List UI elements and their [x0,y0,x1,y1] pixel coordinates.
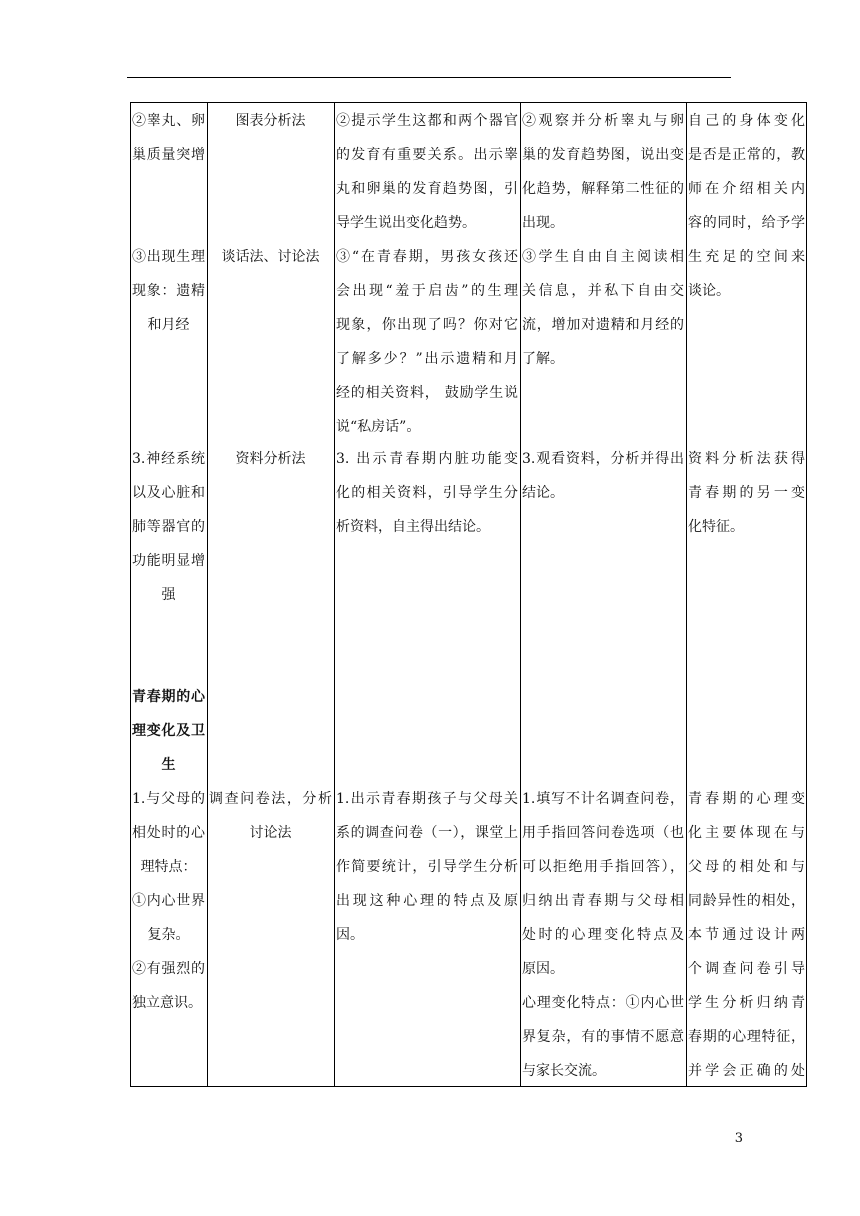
teacher-activity-text: 出现这种心理的特点及原 [336,893,518,909]
method-cell [209,104,332,138]
content-text: 理特点： [140,859,197,875]
method-text: 谈话法、讨论法 [221,249,320,265]
design-intent-text: 个调查问卷引导 [688,961,805,977]
content-text: 3.神经系统 [132,451,205,467]
teacher-activity-text: 现象，你出现了吗？你对它 [336,317,518,333]
content-text: 功能明显增 [132,553,205,569]
design-intent-text: 生充足的空间来 [688,249,805,265]
student-activity-text: 巢的发育趋势图，说出变 [522,147,684,163]
method-cell [209,240,332,274]
table-border-left [130,103,131,1086]
student-activity-text: 归纳出青春期与父母相 [522,893,684,909]
content-text: ①内心世界 [132,893,205,909]
design-intent-text: 同龄异性的相处， [688,893,805,909]
design-intent-text: 学生分析归纳青 [688,995,805,1011]
teacher-activity-text: 3. 出示青春期内脏功能变 [336,451,518,467]
teacher-activity-text: 作简要统计，引导学生分析 [336,859,518,875]
student-activity-cell [522,104,684,240]
content-cell [132,104,205,172]
section-heading-text: 理变化及卫 [132,723,205,739]
content-text: 复杂。 [147,927,190,943]
teacher-activity-text: 1.出示青春期孩子与父母关 [336,791,518,807]
header-rule [127,77,731,78]
column-divider [207,103,208,1086]
teacher-activity-text: 经的相关资料， 鼓励学生说 [336,385,518,401]
section-heading-cell [132,680,205,782]
teacher-activity-text: 析资料，自主得出结论。 [336,519,490,535]
content-cell [132,782,205,1020]
design-intent-cell [688,442,805,544]
content-text: 相处时的心 [132,825,205,841]
teacher-activity-cell [336,104,518,240]
student-activity-cell [522,442,684,510]
content-text: 强 [161,587,176,603]
design-intent-text: 容的同时，给予学 [688,215,805,231]
content-cell [132,442,205,612]
method-text: 资料分析法 [235,451,306,467]
section-heading-text: 生 [161,757,176,773]
teacher-activity-text: 了解多少？”出示遗精和月 [336,351,518,367]
teacher-activity-text: 因。 [336,927,364,943]
teacher-activity-text: 化的相关资料，引导学生分 [336,485,518,501]
column-divider [334,103,335,1086]
design-intent-text: 化主要体现在与 [688,825,805,841]
page-number: 3 [734,1131,743,1146]
table-border-right [806,103,807,1086]
teacher-activity-text: 的发育有重要关系。出示睾 [336,147,518,163]
method-text: 讨论法 [249,825,292,841]
student-activity-text: 界复杂，有的事情不愿意 [522,1029,684,1045]
method-cell [209,442,332,476]
student-activity-text: 处时的心理变化特点及 [522,927,684,943]
teacher-activity-text: 会出现“羞于启齿”的生理 [336,283,518,299]
teacher-activity-cell [336,782,518,952]
content-text: ③出现生理 [132,249,205,265]
design-intent-text: 春期的心理特征， [688,1029,805,1045]
design-intent-text: 自己的身体变化 [688,113,805,129]
teacher-activity-text: ③“在青春期，男孩女孩还 [336,249,518,265]
content-text: ②有强烈的 [132,961,205,977]
student-activity-cell [522,782,684,1088]
design-intent-text: 本节通过设计两 [688,927,805,943]
content-cell [132,240,205,342]
section-heading-text: 青春期的心 [132,689,205,705]
student-activity-text: 原因。 [522,961,564,977]
student-activity-text: ③学生自由自主阅读相 [522,249,684,265]
design-intent-text: 父母的相处和与 [688,859,805,875]
content-text: 和月经 [147,317,190,333]
student-activity-text: 化趋势，解释第二性征的 [522,181,684,197]
student-activity-text: 流，增加对遗精和月经的 [522,317,684,333]
design-intent-text: 化特征。 [688,519,744,535]
lesson-table [130,102,807,1087]
teacher-activity-text: ②提示学生这都和两个器官 [336,113,518,129]
student-activity-text: 用手指回答问卷选项（也 [522,825,684,841]
student-activity-text: 可以拒绝用手指回答）， [522,859,684,875]
design-intent-text: 谈论。 [688,283,730,299]
student-activity-text: 关信息，并私下自由交 [522,283,684,299]
teacher-activity-text: 导学生说出变化趋势。 [336,215,476,231]
column-divider [686,103,687,1086]
design-intent-text: 青春期的心理变 [688,791,805,807]
design-intent-text: 青春期的另一变 [688,485,805,501]
student-activity-text: 出现。 [522,215,564,231]
method-text: 图表分析法 [235,113,306,129]
content-text: 现象：遗精 [132,283,205,299]
teacher-activity-text: 丸和卵巢的发育趋势图，引 [336,181,518,197]
content-text: 以及心脏和 [132,485,205,501]
design-intent-text: 是否是正常的，教 [688,147,805,163]
student-activity-text: 了解。 [522,351,564,367]
method-text: 调查问卷法，分析 [209,791,332,807]
design-intent-cell [688,782,805,1088]
student-activity-cell [522,240,684,376]
content-text: 巢质量突增 [132,147,205,163]
teacher-activity-cell [336,442,518,544]
student-activity-text: 与家长交流。 [522,1063,606,1079]
teacher-activity-text: 系的调查问卷（一），课堂上 [336,825,518,841]
content-text: 1.与父母的 [132,791,205,807]
design-intent-text: 师在介绍相关内 [688,181,805,197]
student-activity-text: ②观察并分析睾丸与卵 [522,113,684,129]
student-activity-text: 心理变化特点：①内心世 [522,995,684,1011]
column-divider [520,103,521,1086]
content-text: ②睾丸、卵 [132,113,205,129]
design-intent-text: 并学会正确的处 [688,1063,805,1079]
teacher-activity-text: 说“私房话”。 [336,419,421,435]
student-activity-text: 3.观看资料，分析并得出 [522,451,684,467]
design-intent-text: 资料分析法获得 [688,451,805,467]
content-text: 独立意识。 [132,995,202,1011]
student-activity-text: 1.填写不计名调查问卷， [522,791,684,807]
design-intent-cell [688,104,805,308]
teacher-activity-cell [336,240,518,444]
content-text: 肺等器官的 [132,519,205,535]
student-activity-text: 结论。 [522,485,564,501]
method-cell [209,782,332,850]
